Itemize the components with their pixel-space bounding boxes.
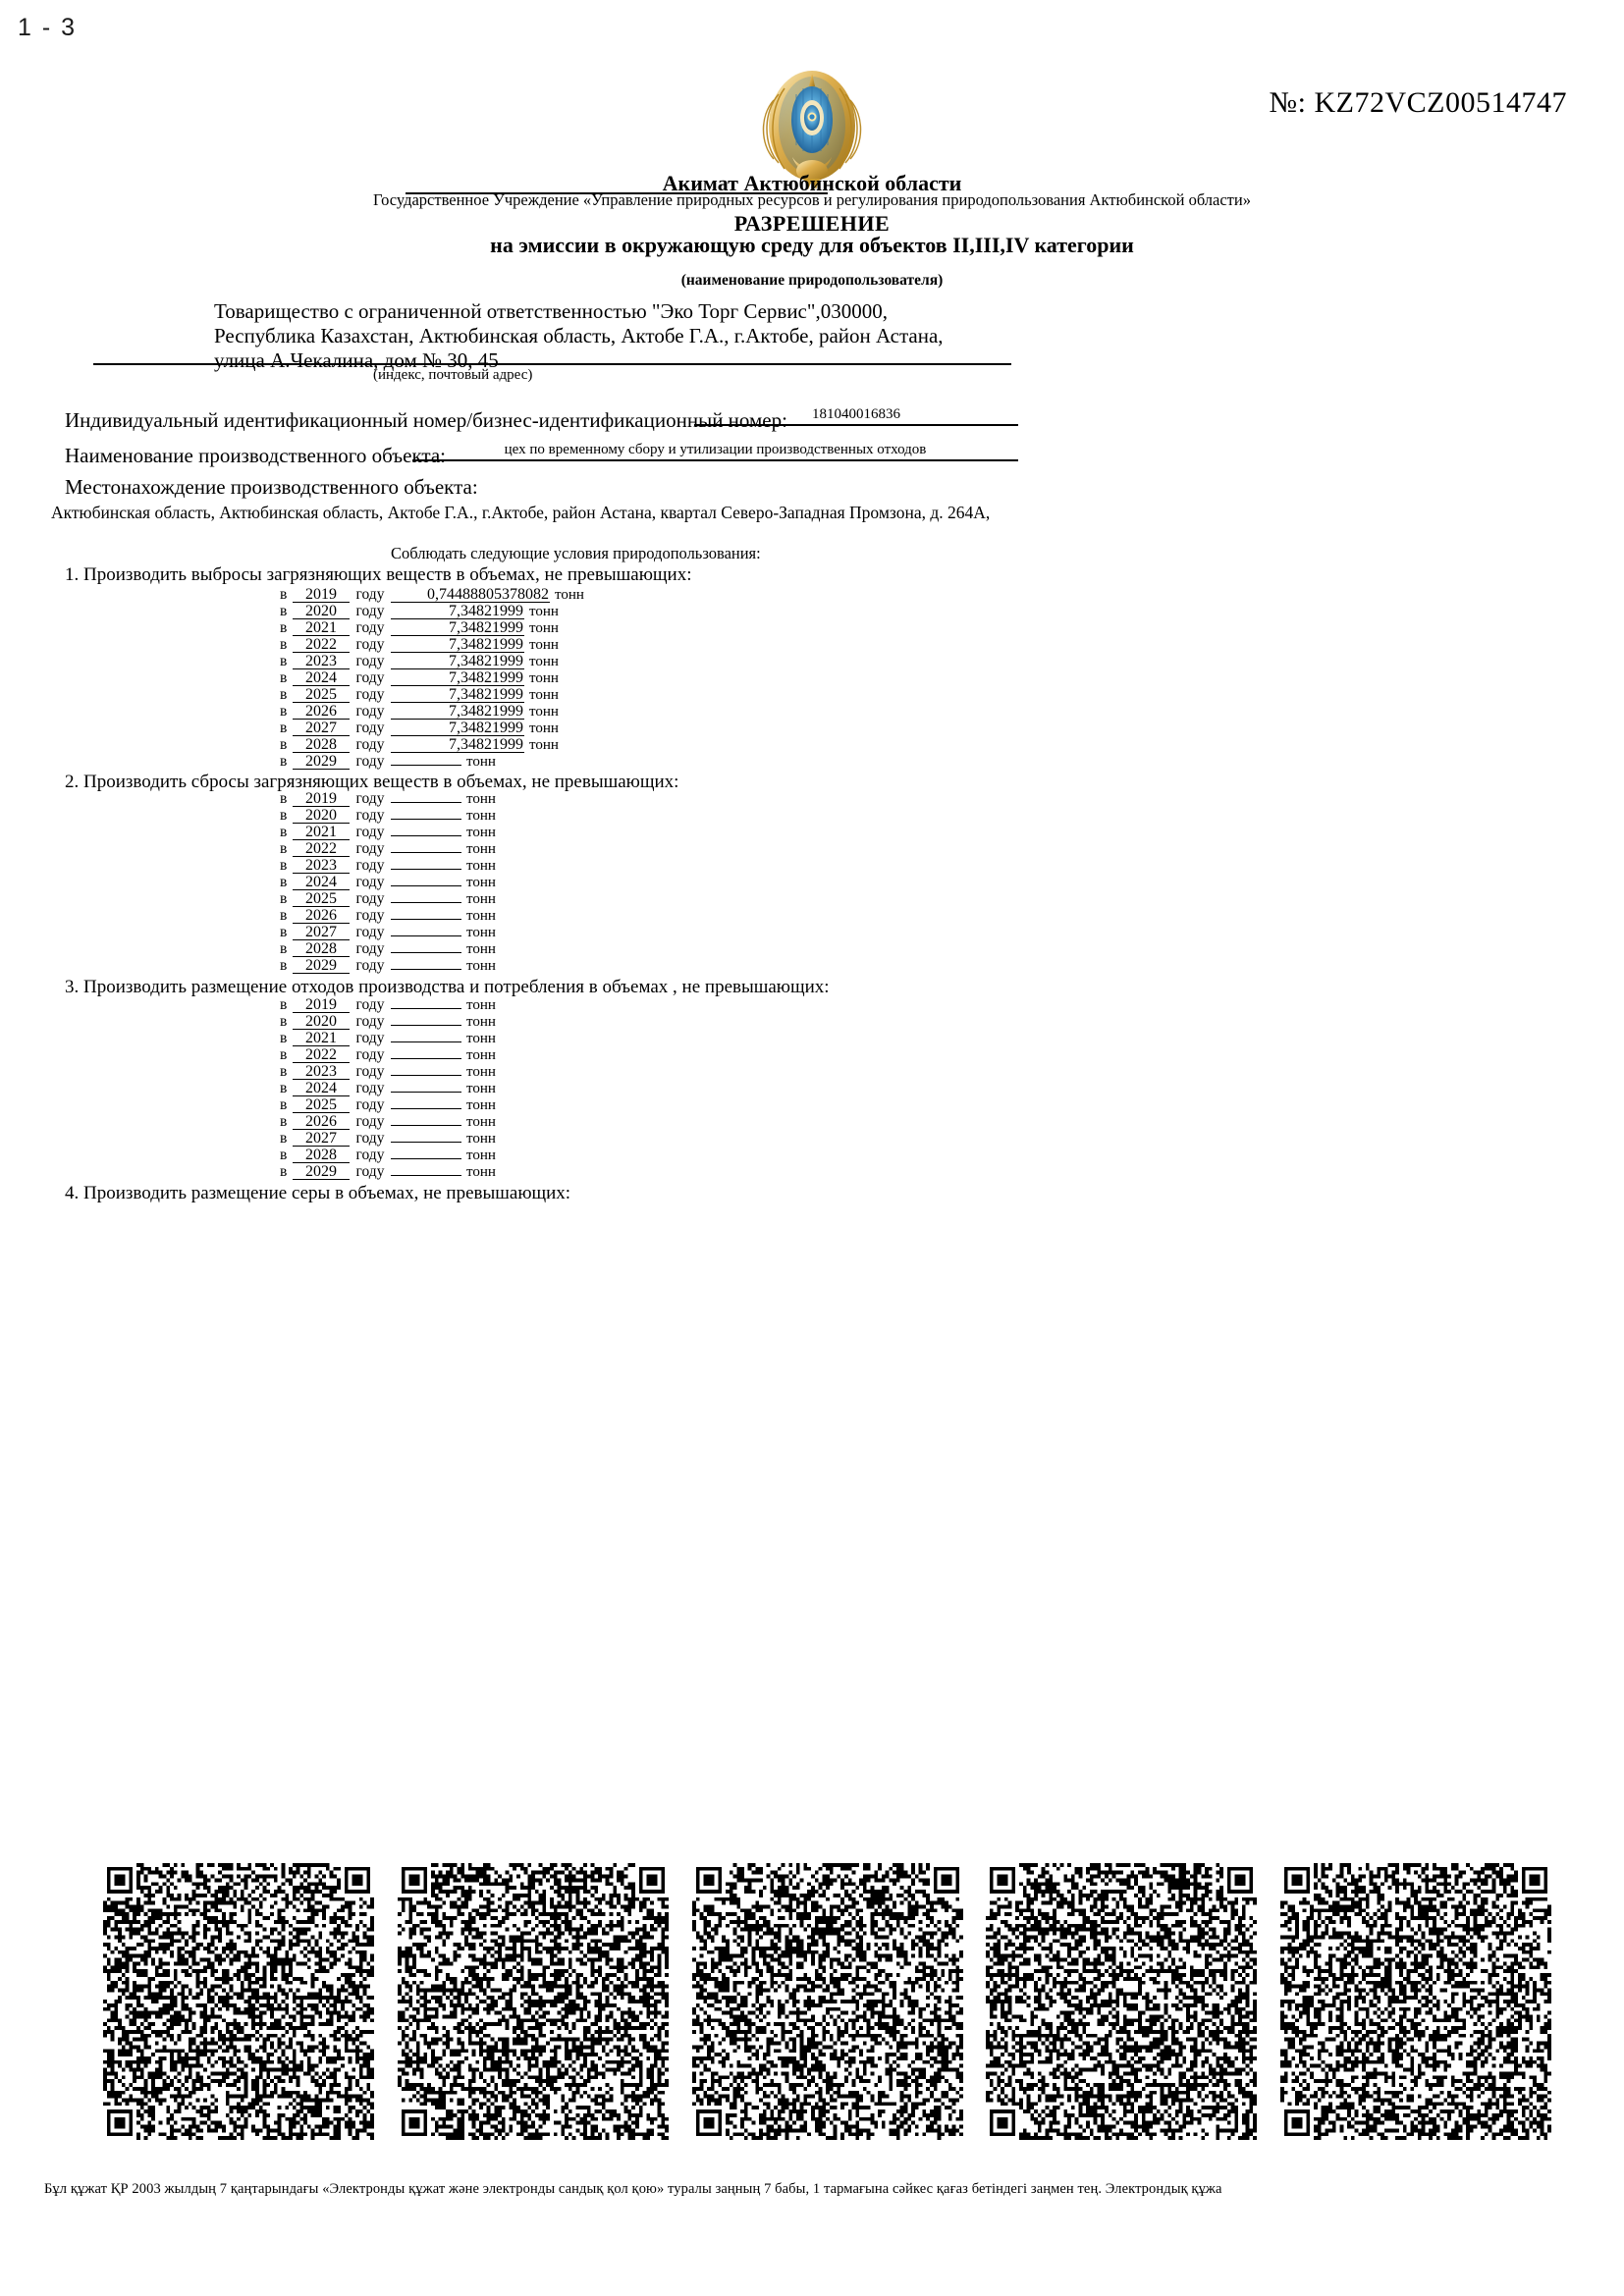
year-row-godu: году: [355, 1130, 385, 1147]
year-row: [280, 704, 584, 721]
year-row-prefix: в: [280, 840, 288, 857]
year-row: [280, 958, 496, 975]
year-row-prefix: в: [280, 1046, 288, 1063]
amount-field: [391, 1175, 461, 1176]
amount-field: 7,34821999: [391, 620, 524, 636]
amount-field: [391, 1075, 461, 1076]
iin-bin-label: Индивидуальный идентификационный номер/бизнес-идентификационный номер:: [65, 408, 787, 432]
year-row-godu: году: [355, 940, 385, 957]
year-row-prefix: в: [280, 1063, 288, 1080]
nature-user-line-1: Товарищество с ограниченной ответственностью "Эко Торг Сервис",030000,: [214, 299, 888, 323]
year-row-prefix: в: [280, 807, 288, 824]
section-1-year-rows: [280, 587, 584, 771]
year-row-godu: году: [355, 603, 385, 619]
amount-unit: тонн: [529, 620, 559, 636]
amount-field: [391, 852, 461, 853]
section-3-year-rows: [280, 997, 496, 1181]
section-1-heading: 1. Производить выбросы загрязняющих веществ в объемах, не превышающих:: [65, 564, 692, 585]
amount-unit: тонн: [466, 1047, 496, 1063]
facility-location-value: Актюбинская область, Актюбинская область, Актобе Г.А., г.Актобе, район Астана, квартал Северо-Западная Промзона, д. 264А,: [51, 503, 991, 522]
amount-field: [391, 835, 461, 836]
amount-unit: тонн: [555, 587, 584, 603]
year-row: [280, 604, 584, 620]
amount-field: [391, 1125, 461, 1126]
year-row-prefix: в: [280, 857, 288, 874]
year-row-prefix: в: [280, 753, 288, 770]
year-row-prefix: в: [280, 1163, 288, 1180]
year-row-godu: году: [355, 790, 385, 807]
qr-code-3: [692, 1863, 963, 2140]
year-field: 2023: [293, 1064, 350, 1080]
amount-unit: тонн: [466, 1131, 496, 1147]
amount-field: [391, 1158, 461, 1159]
iin-bin-underline: [694, 424, 1018, 426]
amount-unit: тонн: [466, 1164, 496, 1180]
qr-code-1: [103, 1863, 374, 2140]
amount-field: [391, 1092, 461, 1093]
year-field: 2029: [293, 754, 350, 770]
amount-field: [391, 1142, 461, 1143]
year-field: 2020: [293, 808, 350, 824]
year-field: 2020: [293, 604, 350, 619]
amount-unit: тонн: [466, 841, 496, 857]
amount-unit: тонн: [466, 941, 496, 957]
qr-code-5: [1280, 1863, 1551, 2140]
year-row: [280, 587, 584, 604]
year-row-godu: году: [355, 1030, 385, 1046]
year-field: 2019: [293, 791, 350, 807]
year-row: [280, 858, 496, 875]
year-row-prefix: в: [280, 1130, 288, 1147]
year-row-godu: году: [355, 686, 385, 703]
year-row-prefix: в: [280, 790, 288, 807]
year-row: [280, 997, 496, 1014]
year-field: 2021: [293, 825, 350, 840]
year-field: 2025: [293, 687, 350, 703]
year-field: 2028: [293, 737, 350, 753]
document-number: №: KZ72VCZ00514747: [1269, 86, 1567, 119]
facility-name-label: Наименование производственного объекта:: [65, 444, 446, 467]
year-row-godu: году: [355, 874, 385, 890]
year-row: [280, 1047, 496, 1064]
facility-name-underline: [412, 459, 1018, 461]
year-field: 2026: [293, 704, 350, 720]
amount-unit: тонн: [466, 1081, 496, 1096]
year-row: [280, 754, 584, 771]
year-row-godu: году: [355, 653, 385, 669]
year-row-prefix: в: [280, 907, 288, 924]
year-row-prefix: в: [280, 603, 288, 619]
page-title: РАЗРЕШЕНИЕ: [733, 211, 891, 236]
amount-unit: тонн: [466, 925, 496, 940]
amount-unit: тонн: [529, 687, 559, 703]
amount-field: 7,34821999: [391, 654, 524, 669]
year-row-godu: году: [355, 636, 385, 653]
amount-unit: тонн: [529, 721, 559, 736]
year-row-prefix: в: [280, 940, 288, 957]
amount-field: [391, 1008, 461, 1009]
year-row-prefix: в: [280, 996, 288, 1013]
year-field: 2027: [293, 721, 350, 736]
year-row: [280, 1081, 496, 1097]
year-row: [280, 687, 584, 704]
year-row-prefix: в: [280, 636, 288, 653]
amount-unit: тонн: [529, 654, 559, 669]
amount-unit: тонн: [466, 791, 496, 807]
year-row-godu: году: [355, 824, 385, 840]
amount-unit: тонн: [466, 875, 496, 890]
nature-user-address-block: [214, 299, 944, 373]
amount-unit: тонн: [466, 754, 496, 770]
amount-field: [391, 919, 461, 920]
year-row-godu: году: [355, 753, 385, 770]
year-row-prefix: в: [280, 703, 288, 720]
year-field: 2020: [293, 1014, 350, 1030]
year-row-godu: году: [355, 1163, 385, 1180]
amount-unit: тонн: [466, 958, 496, 974]
year-row-godu: году: [355, 703, 385, 720]
year-row-prefix: в: [280, 653, 288, 669]
year-row-godu: году: [355, 924, 385, 940]
year-row: [280, 654, 584, 670]
year-field: 2024: [293, 670, 350, 686]
year-row-godu: году: [355, 840, 385, 857]
year-field: 2024: [293, 875, 350, 890]
year-row: [280, 1097, 496, 1114]
amount-field: [391, 1058, 461, 1059]
year-field: 2023: [293, 858, 350, 874]
amount-field: [391, 1041, 461, 1042]
section-2-heading: 2. Производить сбросы загрязняющих веществ в объемах, не превышающих:: [65, 772, 679, 792]
amount-unit: тонн: [529, 604, 559, 619]
year-row-godu: году: [355, 619, 385, 636]
year-row-godu: году: [355, 957, 385, 974]
year-field: 2026: [293, 908, 350, 924]
amount-field: [391, 885, 461, 886]
amount-field: [391, 902, 461, 903]
amount-unit: тонн: [529, 704, 559, 720]
amount-field: 7,34821999: [391, 637, 524, 653]
amount-field: [391, 869, 461, 870]
year-field: 2029: [293, 958, 350, 974]
amount-unit: тонн: [466, 1014, 496, 1030]
amount-field: 7,34821999: [391, 721, 524, 736]
year-row-godu: году: [355, 1113, 385, 1130]
amount-field: [391, 802, 461, 803]
amount-field: [391, 969, 461, 970]
amount-field: 7,34821999: [391, 704, 524, 720]
year-field: 2028: [293, 941, 350, 957]
year-row-godu: году: [355, 1147, 385, 1163]
year-row-godu: году: [355, 1046, 385, 1063]
amount-field: [391, 819, 461, 820]
year-field: 2021: [293, 1031, 350, 1046]
year-row-prefix: в: [280, 586, 288, 603]
year-row-prefix: в: [280, 1147, 288, 1163]
amount-unit: тонн: [466, 891, 496, 907]
year-field: 2021: [293, 620, 350, 636]
year-row-godu: году: [355, 736, 385, 753]
year-field: 2022: [293, 637, 350, 653]
amount-field: [391, 952, 461, 953]
amount-unit: тонн: [466, 1097, 496, 1113]
year-row: [280, 1114, 496, 1131]
year-row: [280, 721, 584, 737]
amount-unit: тонн: [466, 1148, 496, 1163]
amount-unit: тонн: [529, 670, 559, 686]
year-field: 2027: [293, 925, 350, 940]
conditions-caption: Соблюдать следующие условия природопользования:: [391, 544, 761, 562]
amount-unit: тонн: [466, 858, 496, 874]
year-field: 2025: [293, 1097, 350, 1113]
year-row-godu: году: [355, 907, 385, 924]
year-row: [280, 1164, 496, 1181]
amount-field: [391, 1025, 461, 1026]
year-row-prefix: в: [280, 1080, 288, 1096]
amount-unit: тонн: [466, 908, 496, 924]
section-3-heading: 3. Производить размещение отходов производства и потребления в объемах , не превышающих:: [65, 977, 830, 997]
year-field: 2019: [293, 587, 350, 603]
year-row-prefix: в: [280, 874, 288, 890]
year-row-prefix: в: [280, 890, 288, 907]
address-underline: [93, 363, 1011, 365]
amount-field: [391, 765, 461, 766]
year-row-prefix: в: [280, 736, 288, 753]
facility-location-label: Местонахождение производственного объекта:: [65, 475, 478, 499]
page-index-label: 1 - 3: [18, 14, 78, 41]
year-row-godu: году: [355, 586, 385, 603]
year-row-godu: году: [355, 807, 385, 824]
government-institution-line: Государственное Учреждение «Управление природных ресурсов и регулирования природопользования Актюбинской области»: [373, 190, 1251, 209]
amount-unit: тонн: [529, 737, 559, 753]
qr-code-4: [986, 1863, 1257, 2140]
year-field: 2022: [293, 841, 350, 857]
amount-field: [391, 1108, 461, 1109]
year-row-prefix: в: [280, 1096, 288, 1113]
year-row: [280, 1131, 496, 1148]
qr-code-row: [103, 1863, 1551, 2140]
year-field: 2019: [293, 997, 350, 1013]
section-4-heading: 4. Производить размещение серы в объемах, не превышающих:: [65, 1183, 571, 1203]
year-field: 2027: [293, 1131, 350, 1147]
year-row: [280, 875, 496, 891]
year-row-godu: году: [355, 1013, 385, 1030]
year-field: 2029: [293, 1164, 350, 1180]
year-row: [280, 925, 496, 941]
year-row-godu: году: [355, 1080, 385, 1096]
amount-unit: тонн: [466, 1064, 496, 1080]
year-row: [280, 791, 496, 808]
amount-field: 7,34821999: [391, 687, 524, 703]
year-row-godu: году: [355, 890, 385, 907]
akimat-title: Акимат Актюбинской области: [662, 171, 962, 195]
year-row-prefix: в: [280, 824, 288, 840]
page-subtitle: на эмиссии в окружающую среду для объектов II,III,IV категории: [490, 233, 1134, 257]
amount-unit: тонн: [466, 997, 496, 1013]
amount-unit: тонн: [466, 825, 496, 840]
postal-index-caption: (индекс, почтовый адрес): [373, 367, 533, 383]
year-row: [280, 1031, 496, 1047]
amount-unit: тонн: [466, 808, 496, 824]
year-row: [280, 1064, 496, 1081]
year-field: 2025: [293, 891, 350, 907]
year-field: 2022: [293, 1047, 350, 1063]
year-field: 2023: [293, 654, 350, 669]
year-row: [280, 670, 584, 687]
amount-field: 7,34821999: [391, 670, 524, 686]
nature-user-line-2: Республика Казахстан, Актюбинская область, Актобе Г.А., г.Актобе, район Астана,: [214, 324, 944, 347]
year-row-prefix: в: [280, 619, 288, 636]
amount-field: 7,34821999: [391, 604, 524, 619]
year-row-godu: году: [355, 1063, 385, 1080]
year-row-prefix: в: [280, 957, 288, 974]
year-row: [280, 737, 584, 754]
year-row-godu: году: [355, 1096, 385, 1113]
year-field: 2024: [293, 1081, 350, 1096]
year-row-godu: году: [355, 669, 385, 686]
year-row: [280, 891, 496, 908]
year-row: [280, 637, 584, 654]
year-row-godu: году: [355, 996, 385, 1013]
year-row-prefix: в: [280, 686, 288, 703]
year-field: 2026: [293, 1114, 350, 1130]
year-row: [280, 841, 496, 858]
year-row-godu: году: [355, 720, 385, 736]
iin-bin-value: 181040016836: [812, 406, 900, 422]
year-row: [280, 808, 496, 825]
amount-field: 7,34821999: [391, 737, 524, 753]
year-row-prefix: в: [280, 1013, 288, 1030]
year-row: [280, 1148, 496, 1164]
amount-unit: тонн: [466, 1031, 496, 1046]
section-2-year-rows: [280, 791, 496, 975]
nature-user-line-3: улица А.Чекалина, дом № 30, 45: [214, 348, 499, 372]
year-row-prefix: в: [280, 669, 288, 686]
year-row: [280, 941, 496, 958]
qr-code-2: [398, 1863, 669, 2140]
facility-name-value: цех по временному сбору и утилизации производственных отходов: [504, 442, 927, 457]
year-row-godu: году: [355, 857, 385, 874]
year-row: [280, 1014, 496, 1031]
amount-field: 0,74488805378082: [391, 587, 550, 603]
year-row-prefix: в: [280, 1030, 288, 1046]
year-row-prefix: в: [280, 720, 288, 736]
year-row: [280, 908, 496, 925]
amount-unit: тонн: [529, 637, 559, 653]
year-row: [280, 620, 584, 637]
year-field: 2028: [293, 1148, 350, 1163]
nature-user-caption: (наименование природопользователя): [680, 272, 944, 289]
year-row: [280, 825, 496, 841]
amount-unit: тонн: [466, 1114, 496, 1130]
amount-field: [391, 935, 461, 936]
year-row-prefix: в: [280, 924, 288, 940]
footer-legal-note: Бұл құжат ҚР 2003 жылдың 7 қаңтарындағы «Электронды құжат және электронды сандық қол қою» туралы заңның 7 бабы, 1 тармағына сәйкес қағаз бетіндегі заңмен тең. Электрондық құжа: [44, 2181, 1222, 2197]
year-row-prefix: в: [280, 1113, 288, 1130]
